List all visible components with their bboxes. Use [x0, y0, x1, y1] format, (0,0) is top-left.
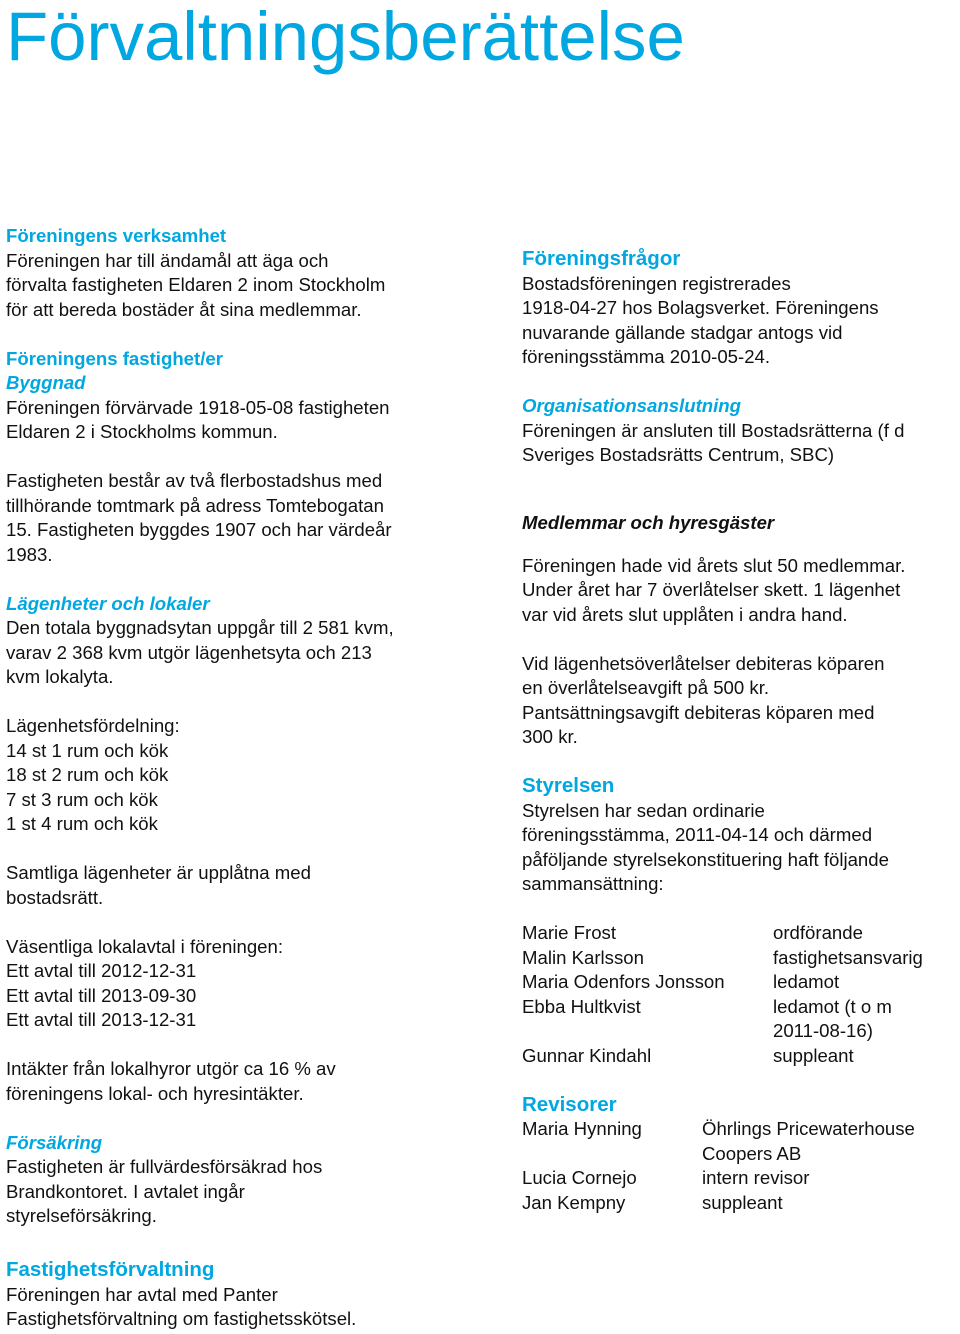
verksamhet-heading: Föreningens verksamhet: [6, 225, 227, 246]
member-name: Marie Frost: [522, 922, 617, 944]
foreningsfragor-text: Bostadsföreningen registrerades 1918-04-27 hos Bolagsverket. Föreningens nuvarande gällande stadgar antogs vid föreningsstämma 2010-05-24.: [522, 272, 879, 367]
auditor-role: suppleant: [702, 1191, 783, 1213]
member-name: Maria Odenfors Jonsson: [522, 971, 725, 993]
overlatelse-text: Vid lägenhetsöverlåtelser debiteras köparen en överlåtelseavgift på 500 kr. Pantsättningsavgift debiteras köparen med 300 kr.: [522, 652, 885, 748]
fastighet-description: Fastigheten består av två flerbostadshus med tillhörande tomtmark på adress Tomtebogatan 15. Fastigheten byggdes 1907 och har värdeår 1983.: [6, 470, 392, 565]
board-members-list: [522, 921, 960, 1068]
member-role: fastighetsansvarig: [773, 946, 923, 968]
right-column: [522, 247, 960, 1215]
auditor-name: Maria Hynning: [522, 1118, 642, 1140]
auditor-role: intern revisor: [702, 1167, 810, 1189]
forsakring-text: Fastigheten är fullvärdesförsäkrad hos Brandkontoret. I avtalet ingår styrelseförsäkring.: [6, 1156, 323, 1226]
medlemmar-heading: Medlemmar och hyresgäster: [522, 511, 775, 533]
intakter-text: Intäkter från lokalhyror utgör ca 16 % av föreningens lokal- och hyresintäkter.: [6, 1058, 336, 1104]
member-role: suppleant: [773, 1044, 854, 1066]
fastighet-text: Föreningen förvärvade 1918-05-08 fastigheten Eldaren 2 i Stockholms kommun.: [6, 396, 390, 442]
forvaltning-text: Föreningen har avtal med Panter Fastighetsförvaltning om fastighetsskötsel.: [6, 1283, 357, 1329]
auditor-name: Lucia Cornejo: [522, 1167, 637, 1189]
forvaltning-heading: Fastighetsförvaltning: [6, 1258, 215, 1281]
fastighet-heading: Föreningens fastighet/er: [6, 347, 223, 369]
bottom-section: [6, 1258, 906, 1332]
styrelsen-heading: Styrelsen: [522, 774, 615, 798]
member-role: ordförande: [773, 922, 863, 944]
auditor-role: Öhrlings Pricewaterhouse Coopers AB: [702, 1118, 915, 1164]
member-name: Gunnar Kindahl: [522, 1044, 652, 1066]
bostadsratt-text: Samtliga lägenheter är upplåtna med bostadsrätt.: [6, 862, 311, 908]
lagenheter-text: Den totala byggnadsytan uppgår till 2 581 kvm, varav 2 368 kvm utgör lägenhetsyta och 213 kvm lokalyta.: [6, 617, 394, 687]
styrelsen-text: Styrelsen har sedan ordinarie föreningsstämma, 2011-04-14 och därmed påföljande styrelsekonstituering haft följande sammansättning:: [522, 799, 889, 895]
left-column: [6, 224, 476, 1229]
auditor-name: Jan Kempny: [522, 1191, 626, 1213]
byggnad-subheading: Byggnad: [6, 372, 86, 393]
organisation-text: Föreningen är ansluten till Bostadsrätterna (f d Sveriges Bostadsrätts Centrum, SBC): [522, 419, 905, 465]
medlemmar-text: Föreningen hade vid årets slut 50 medlemmar. Under året har 7 överlåtelser skett. 1 lägenhet var vid årets slut upplåten i andra hand.: [522, 554, 906, 625]
page-title: Förvaltningsberättelse: [6, 0, 685, 75]
foreningsfragor-heading: Föreningsfrågor: [522, 247, 681, 270]
lagenheter-heading: Lägenheter och lokaler: [6, 592, 210, 614]
organisation-heading: Organisationsanslutning: [522, 395, 742, 416]
member-name: Malin Karlsson: [522, 946, 644, 968]
member-name: Ebba Hultkvist: [522, 995, 641, 1017]
auditors-list: [522, 1117, 960, 1215]
revisorer-heading: Revisorer: [522, 1092, 617, 1116]
forsakring-heading: Försäkring: [6, 1131, 103, 1153]
verksamhet-text: Föreningen har till ändamål att äga och förvalta fastigheten Eldaren 2 inom Stockholm för att bereda bostäder åt sina medlemmar.: [6, 249, 386, 320]
member-role: ledamot: [773, 971, 840, 993]
member-role: ledamot (t o m 2011-08-16): [773, 995, 892, 1042]
lokalavtal-list: Väsentliga lokalavtal i föreningen: Ett avtal till 2012-12-31 Ett avtal till 2013-09-30 Ett avtal till 2013-12-31: [6, 935, 284, 1030]
lagenhetsfordelning: Lägenhetsfördelning: 14 st 1 rum och kök 18 st 2 rum och kök 7 st 3 rum och kök 1 st 4 rum och kök: [6, 715, 180, 834]
